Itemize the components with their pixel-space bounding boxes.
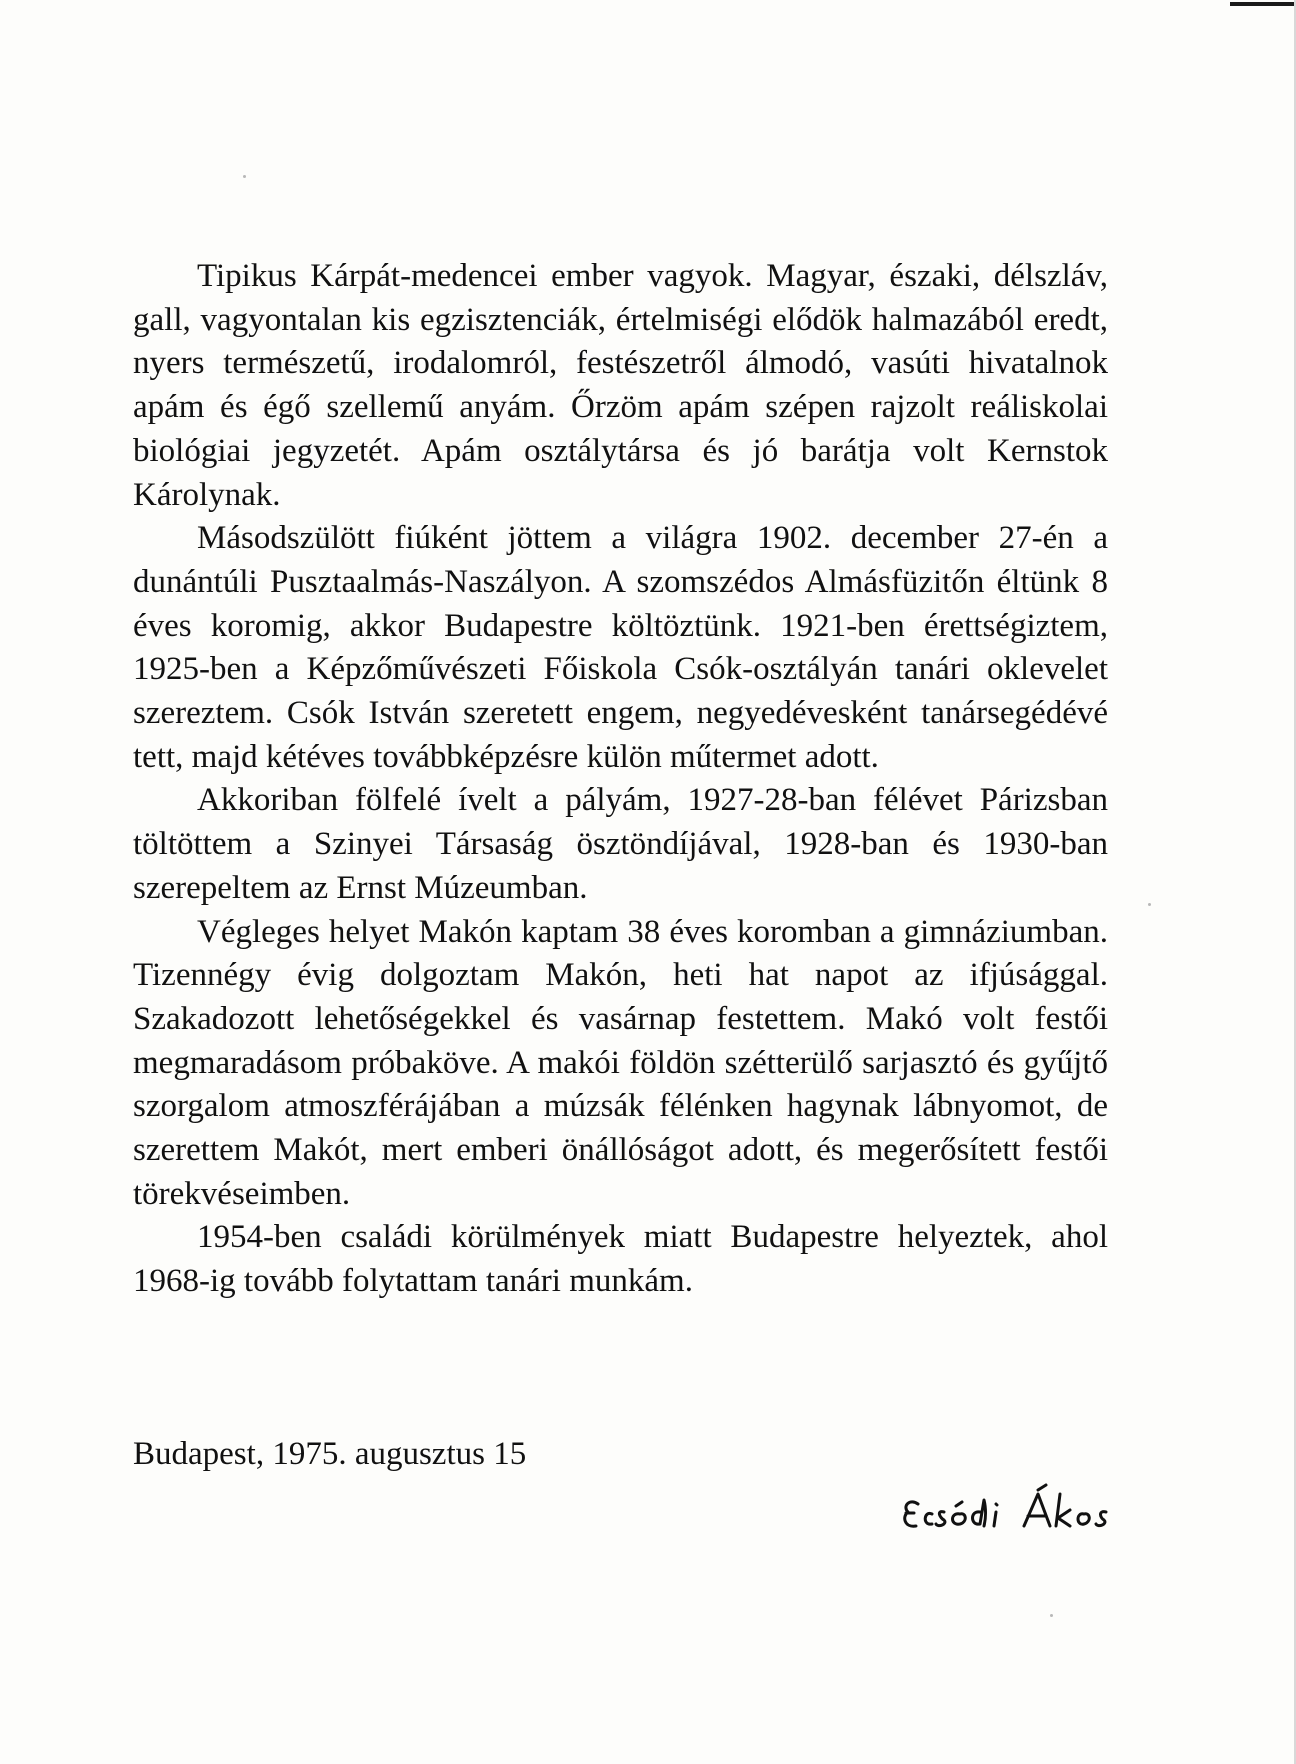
top-edge-mark xyxy=(1230,2,1296,6)
scan-speck xyxy=(1050,1614,1053,1617)
paragraph-5: 1954-ben családi körülmények miatt Budapestre helyeztek, ahol 1968-ig tovább folytattam tanári munkám. xyxy=(133,1219,1108,1300)
handwritten-signature xyxy=(900,1480,1110,1540)
paragraph-3: Akkoriban fölfelé ívelt a pályám, 1927-28-ban félévet Párizsban töltöttem a Szinyei Társaság ösztöndíjával, 1928-ban és 1930-ban szerepeltem az Ernst Múzeumban. xyxy=(133,782,1108,906)
scan-speck xyxy=(1148,903,1151,906)
memoir-text xyxy=(133,255,1108,1304)
place-date: Budapest, 1975. augusztus 15 xyxy=(133,1436,527,1472)
paragraph-2: Másodszülött fiúként jöttem a világra 1902. december 27-én a dunántúli Pusztaalmás-Naszályon. A szomszédos Almásfüzitőn éltünk 8 éves koromig, akkor Budapestre költöztünk. 1921-ben érettségiztem, 1925-ben a Képzőművészeti Főiskola Csók-osztályán tanári oklevelet szereztem. Csók István szeretett engem, negyedévesként tanársegédévé tett, majd kétéves továbbképzésre külön műtermet adott. xyxy=(133,520,1108,775)
paragraph-4: Végleges helyet Makón kaptam 38 éves koromban a gimnáziumban. Tizennégy évig dolgoztam Makón, heti hat napot az ifjúsággal. Szakadozott lehetőségekkel és vasárnap festettem. Makó volt festői megmaradásom próbaköve. A makói földön szétterülő sarjasztó és gyűjtő szorgalom atmoszférájában a múzsák félénken hagynak lábnyomot, de szerettem Makót, mert emberi önállóságot adott, és megerősített festői törekvéseimben. xyxy=(133,913,1108,1212)
paragraph-1: Tipikus Kárpát-medencei ember vagyok. Magyar, északi, délszláv, gall, vagyontalan kis egzisztenciák, értelmiségi elődök halmazából eredt, nyers természetű, irodalomról, festészetről álmodó, vasúti hivatalnok apám és égő szellemű anyám. Őrzöm apám szépen rajzolt reáliskolai biológiai jegyzetét. Apám osztálytársa és jó barátja volt Kernstok Károlynak. xyxy=(133,258,1108,513)
scan-speck xyxy=(243,175,246,178)
